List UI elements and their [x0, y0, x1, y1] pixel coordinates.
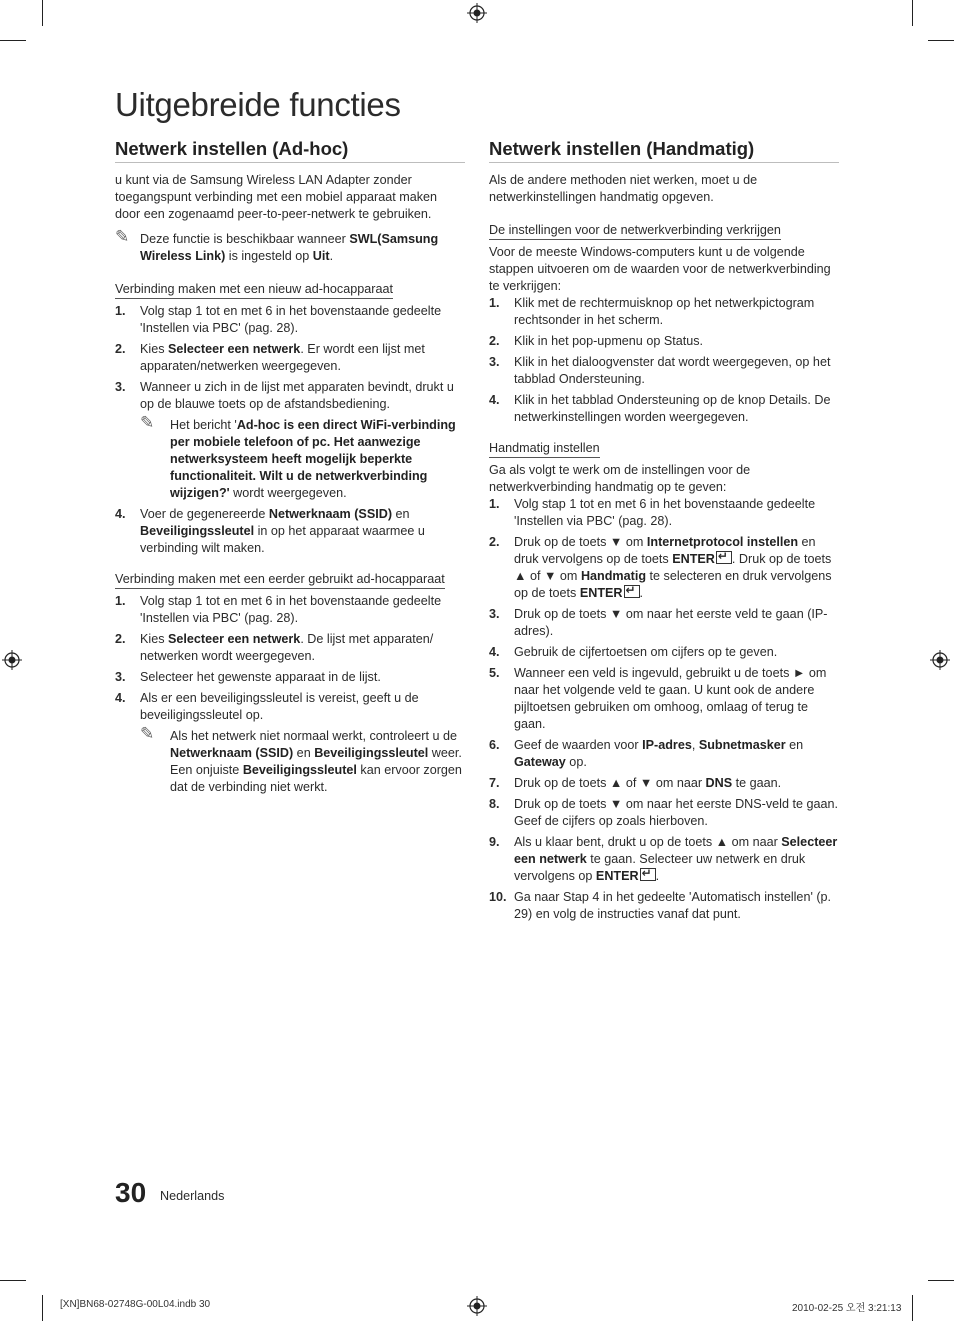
- page-number: 30: [115, 1177, 147, 1208]
- crop-mark: [912, 0, 913, 26]
- language-label: Nederlands: [160, 1189, 225, 1203]
- section-title-manual: Netwerk instellen (Handmatig): [489, 138, 839, 163]
- subheading-previous-adhoc: Verbinding maken met een eerder gebruikt ad-hocapparaat: [115, 571, 445, 589]
- list-item: 2. Kies Selecteer een netwerk. Er wordt een lijst met apparaten/netwerken weergegeven.: [115, 342, 425, 373]
- note: ✎ Als het netwerk niet normaal werkt, controleert u de Netwerknaam (SSID) en Beveiligingssleutel weer. Een onjuiste Beveiligingssleutel kan ervoor zorgen dat de verbinding niet werkt.: [140, 724, 462, 794]
- enter-key-icon: [624, 585, 640, 598]
- registration-mark-icon: [467, 1296, 487, 1316]
- right-column: [489, 138, 839, 929]
- list-item: 4. Als er een beveiligingssleutel is vereist, geeft u de beveiligingssleutel op. ✎ Als het netwerk niet normaal werkt, controleert u de Netwerknaam (SSID) en Beveiligingssleutel weer. Een onjuiste Beveiligingssleutel kan ervoor zorgen dat de verbinding niet werkt.: [115, 690, 465, 796]
- pencil-note-icon: ✎: [115, 227, 130, 246]
- intro-paragraph: u kunt via de Samsung Wireless LAN Adapter zonder toegangspunt verbinding met een mobiel apparaat maken door een zogenaamd peer-to-peer-netwerk te gebruiken.: [115, 173, 438, 221]
- note: ✎ Het bericht 'Ad-hoc is een direct WiFi-verbinding per mobiele telefoon of pc. Het aanwezige netwerksysteem heeft mogelijk beperkte functionaliteit. Wilt u de netwerkverbinding wijzigen?' wordt weergegeven.: [140, 413, 456, 500]
- subheading-new-adhoc: Verbinding maken met een nieuw ad-hocapparaat: [115, 281, 393, 299]
- subheading-manual-setup: Handmatig instellen: [489, 440, 600, 458]
- print-slug-file: [XN]BN68-02748G-00L04.indb 30: [60, 1299, 211, 1310]
- pencil-note-icon: ✎: [140, 413, 155, 432]
- steps-list: [115, 303, 465, 557]
- list-item: 4. Voer de gegenereerde Netwerknaam (SSID) en Beveiligingssleutel in op het apparaat waarmee u verbinding wilt maken.: [115, 507, 425, 555]
- note: ✎ Deze functie is beschikbaar wanneer SWL(Samsung Wireless Link) is ingesteld op Uit.: [115, 227, 439, 263]
- steps-list: [115, 593, 465, 796]
- steps-list: [489, 295, 839, 426]
- list-item: 4. Gebruik de cijfertoetsen om cijfers op te geven.: [489, 645, 778, 659]
- pencil-note-icon: ✎: [140, 724, 155, 743]
- list-item: 3. Wanneer u zich in de lijst met apparaten bevindt, drukt u op de blauwe toets op de afstandsbediening. ✎ Het bericht 'Ad-hoc is een direct WiFi-verbinding per mobiele telefoon of pc. Het aanwezige netwerksysteem heeft mogelijk beperkte functionaliteit. Wilt u de netwerkverbinding wijzigen?' wordt weergegeven.: [115, 379, 465, 502]
- crop-mark: [42, 1295, 43, 1321]
- registration-mark-icon: [2, 650, 22, 670]
- list-item: 3. Selecteer het gewenste apparaat in de lijst.: [115, 670, 381, 684]
- crop-mark: [928, 1280, 954, 1281]
- paragraph: Voor de meeste Windows-computers kunt u de volgende stappen uitvoeren om de waarden voor de netwerkverbinding te verkrijgen:: [489, 245, 831, 293]
- crop-mark: [0, 40, 26, 41]
- crop-mark: [912, 1295, 913, 1321]
- list-item: 1. Volg stap 1 tot en met 6 in het bovenstaande gedeelte 'Instellen via PBC' (pag. 28).: [489, 497, 816, 528]
- list-item: 8. Druk op de toets ▼ om naar het eerste DNS-veld te gaan. Geef de cijfers op zoals hierboven.: [489, 797, 838, 828]
- registration-mark-icon: [930, 650, 950, 670]
- list-item: 2. Druk op de toets ▼ om Internetprotocol instellen en druk vervolgens op de toets ENTER↵ . Druk op de toets ▲ of ▼ om Handmatig te selecteren en druk vervolgens op de toets ENTER↵ .: [489, 534, 839, 602]
- list-item: 1. Volg stap 1 tot en met 6 in het bovenstaande gedeelte 'Instellen via PBC' (pag. 28).: [115, 304, 442, 335]
- subheading-get-settings: De instellingen voor de netwerkverbinding verkrijgen: [489, 222, 781, 240]
- list-item: 10. Ga naar Stap 4 in het gedeelte 'Automatisch instellen' (p. 29) en volg de instructies vanaf dat punt.: [489, 890, 832, 921]
- list-item: 3. Druk op de toets ▼ om naar het eerste veld te gaan (IP-adres).: [489, 607, 828, 638]
- list-item: 1. Klik met de rechtermuisknop op het netwerkpictogram rechtsonder in het scherm.: [489, 296, 815, 327]
- intro-paragraph: Als de andere methoden niet werken, moet u de netwerkinstellingen handmatig opgeven.: [489, 173, 758, 204]
- list-item: 1. Volg stap 1 tot en met 6 in het bovenstaande gedeelte 'Instellen via PBC' (pag. 28).: [115, 594, 442, 625]
- list-item: 2. Klik in het pop-upmenu op Status.: [489, 334, 704, 348]
- list-item: 5. Wanneer een veld is ingevuld, gebruikt u de toets ► om naar het volgende veld te gaan. U kunt ook de andere pijltoetsen gebruiken om omhoog, omlaag of terug te gaan.: [489, 666, 827, 731]
- steps-list: [489, 496, 839, 923]
- list-item: 6. Geef de waarden voor IP-adres, Subnetmasker en Gateway op.: [489, 738, 804, 769]
- enter-key-icon: [716, 551, 732, 564]
- left-column: [115, 138, 465, 802]
- list-item: 2. Kies Selecteer een netwerk. De lijst met apparaten/ netwerken wordt weergegeven.: [115, 632, 434, 663]
- crop-mark: [42, 0, 43, 26]
- section-title-adhoc: Netwerk instellen (Ad-hoc): [115, 138, 465, 163]
- print-slug-date: 2010-02-25 오전 3:21:13: [792, 1303, 902, 1314]
- list-item: 9. Als u klaar bent, drukt u op de toets ▲ om naar Selecteer een netwerk te gaan. Selecteer uw netwerk en druk vervolgens op ENTER↵ .: [489, 834, 839, 885]
- crop-mark: [0, 1280, 26, 1281]
- crop-mark: [928, 40, 954, 41]
- registration-mark-icon: [467, 3, 487, 23]
- list-item: 4. Klik in het tabblad Ondersteuning op de knop Details. De netwerkinstellingen worden weergegeven.: [489, 393, 831, 424]
- list-item: 7. Druk op de toets ▲ of ▼ om naar DNS te gaan.: [489, 776, 782, 790]
- page-title: Uitgebreide functies: [115, 86, 401, 123]
- enter-key-icon: [640, 868, 656, 881]
- list-item: 3. Klik in het dialoogvenster dat wordt weergegeven, op het tabblad Ondersteuning.: [489, 355, 831, 386]
- paragraph: Ga als volgt te werk om de instellingen voor de netwerkverbinding handmatig op te geven:: [489, 463, 751, 494]
